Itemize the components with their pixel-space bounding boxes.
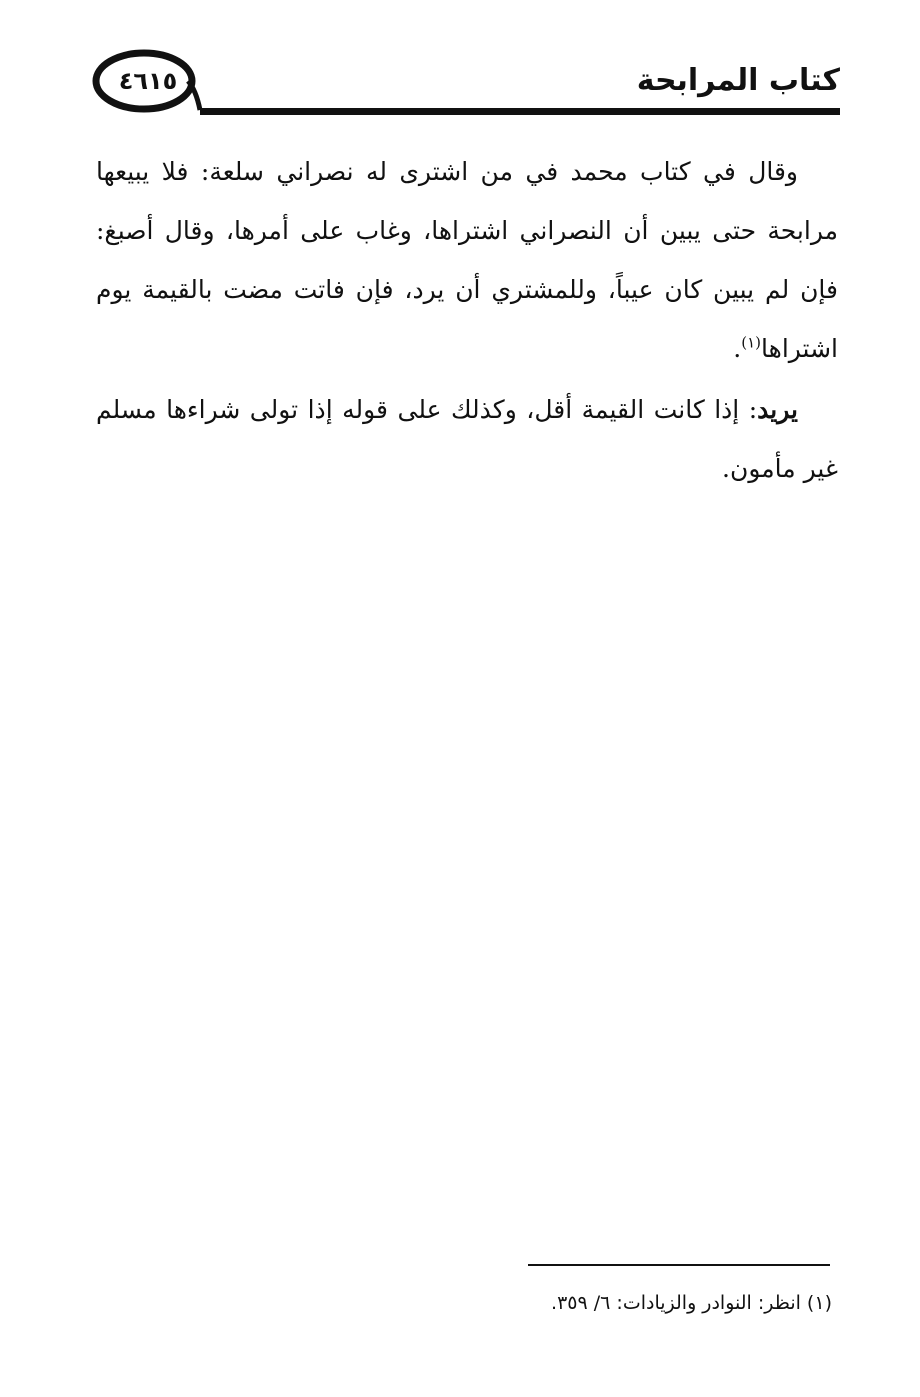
running-title: كتاب المرابحة bbox=[636, 63, 840, 98]
paragraph-1-text: وقال في كتاب محمد في من اشترى له نصراني سلعة: فلا يبيعها مرابحة حتى يبين أن النصراني اشتراها، وغاب على أمرها، وقال أصبغ: فإن لم يبين كان عيباً، وللمشتري أن يرد، فإن فاتت مضت بالقيمة يوم اشتراها bbox=[96, 157, 838, 363]
page-number-badge bbox=[92, 48, 204, 114]
paragraph-1-end: . bbox=[733, 334, 742, 363]
page-number: ٤٦١٥ bbox=[118, 67, 178, 95]
paragraph-2 bbox=[96, 380, 838, 498]
page-header bbox=[92, 44, 840, 122]
header-rule bbox=[200, 108, 840, 115]
footnote-1: (١) انظر: النوادر والزيادات: ٦/ ٣٥٩. bbox=[551, 1292, 832, 1314]
paragraph-2-text: : إذا كانت القيمة أقل، وكذلك على قوله إذا تولى شراءها مسلم غير مأمون. bbox=[96, 395, 838, 483]
footnote-reference: (١) bbox=[741, 333, 762, 352]
paragraph-2-lead: يريد bbox=[757, 395, 798, 424]
paragraph-1 bbox=[96, 142, 838, 378]
footnote-rule bbox=[528, 1264, 830, 1266]
body-text bbox=[96, 142, 838, 498]
